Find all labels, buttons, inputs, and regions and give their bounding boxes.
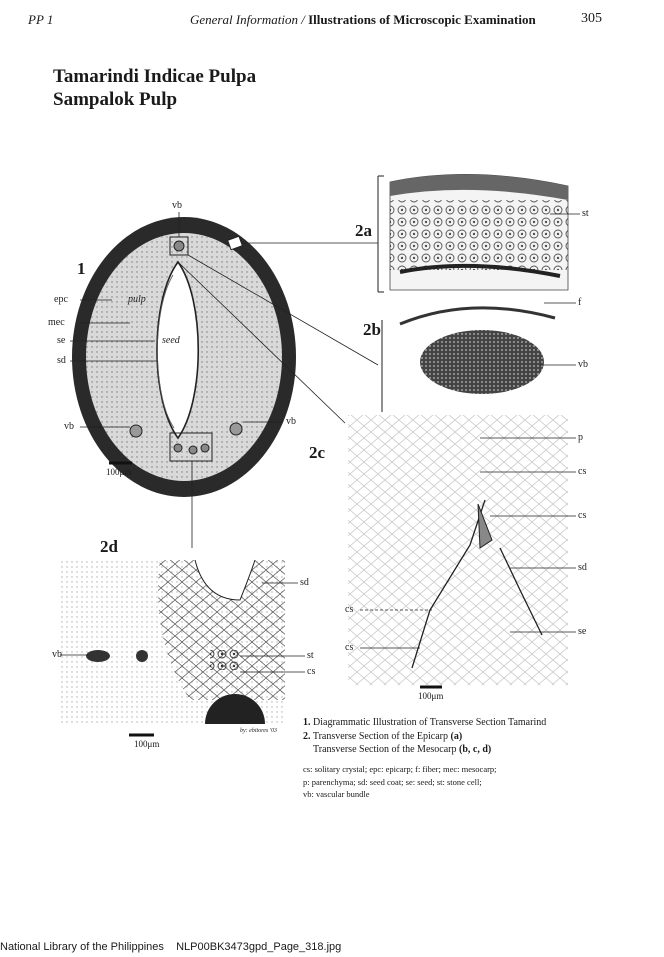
label-pulp: pulp: [128, 294, 146, 305]
fig-number-2a: 2a: [355, 221, 372, 240]
label-f: f: [578, 297, 582, 308]
label-vb-right: vb: [286, 416, 296, 427]
label-p: p: [578, 432, 583, 443]
fig-number-1: 1: [77, 259, 86, 278]
fig-number-2d: 2d: [100, 537, 118, 556]
page-title-common: Sampalok Pulp: [53, 89, 178, 110]
caption-num-1: 1.: [303, 717, 311, 728]
caption-text-2b: Transverse Section of the Mesocarp: [313, 744, 457, 755]
caption-item-2b: [313, 744, 491, 756]
footer-source: [0, 941, 341, 953]
label-sd-2c: sd: [578, 562, 587, 573]
header-section: General Information /: [190, 12, 305, 27]
caption-text-1: Diagrammatic Illustration of Transverse Section Tamarind: [313, 717, 547, 728]
fig-number-2c: 2c: [309, 443, 326, 462]
scale-bar-fig2c: 100μm: [418, 691, 444, 701]
illustrator-signature: by: ebitores '03: [240, 728, 278, 734]
caption-tag-2a: (a): [450, 731, 463, 742]
footer-file: NLP00BK3473gpd_Page_318.jpg: [176, 941, 342, 953]
fig1-cross-section: [70, 212, 378, 548]
label-mec: mec: [48, 317, 65, 328]
header-code: PP 1: [28, 12, 54, 27]
label-st-2a: st: [582, 208, 589, 219]
scale-bar-fig2d: 100μm: [134, 739, 160, 749]
caption-tag-2b: (b, c, d): [459, 744, 492, 755]
caption-item-2a: [303, 731, 462, 743]
label-sd: sd: [57, 355, 66, 366]
label-cs-1: cs: [578, 466, 587, 477]
fig-number-2b: 2b: [363, 320, 381, 339]
caption-text-2a: Transverse Section of the Epicarp: [312, 731, 448, 742]
page-number: 305: [581, 11, 602, 26]
fig2a-epicarp: [378, 174, 580, 292]
label-cs-2: cs: [578, 510, 587, 521]
legend-line-2: p: parenchyma; sd: seed coat; se: seed; st: stone cell;: [303, 777, 482, 787]
page-title-latin: Tamarindi Indicae Pulpa: [53, 66, 257, 87]
label-sd-2d: sd: [300, 577, 309, 588]
label-vb-2b: vb: [578, 359, 588, 370]
caption-item-1: [303, 717, 546, 729]
fig2c-parenchyma: [348, 415, 576, 687]
fig2b-mesocarp-vb: [382, 303, 576, 412]
scale-bar-fig1: 100μm: [106, 467, 132, 477]
legend-line-3: vb: vascular bundle: [303, 789, 370, 799]
caption-num-2: 2.: [303, 731, 311, 742]
label-cs-4: cs: [345, 642, 354, 653]
label-vb-2d: vb: [52, 649, 62, 660]
fig2d-seed-coat: [60, 560, 305, 735]
legend-line-1: cs: solitary crystal; epc: epicarp; f: fiber; mec: mesocarp;: [303, 764, 497, 774]
label-cs-2d: cs: [307, 666, 316, 677]
label-cs-3: cs: [345, 604, 354, 615]
label-vb-top: vb: [172, 200, 182, 211]
label-seed: seed: [162, 335, 180, 346]
header-chapter: Illustrations of Microscopic Examination: [308, 12, 536, 27]
label-se: se: [57, 335, 66, 346]
footer-library: National Library of the Philippines: [0, 941, 164, 953]
label-vb-left: vb: [64, 421, 74, 432]
label-st-2d: st: [307, 650, 314, 661]
label-se-2c: se: [578, 626, 587, 637]
label-epc: epc: [54, 294, 68, 305]
